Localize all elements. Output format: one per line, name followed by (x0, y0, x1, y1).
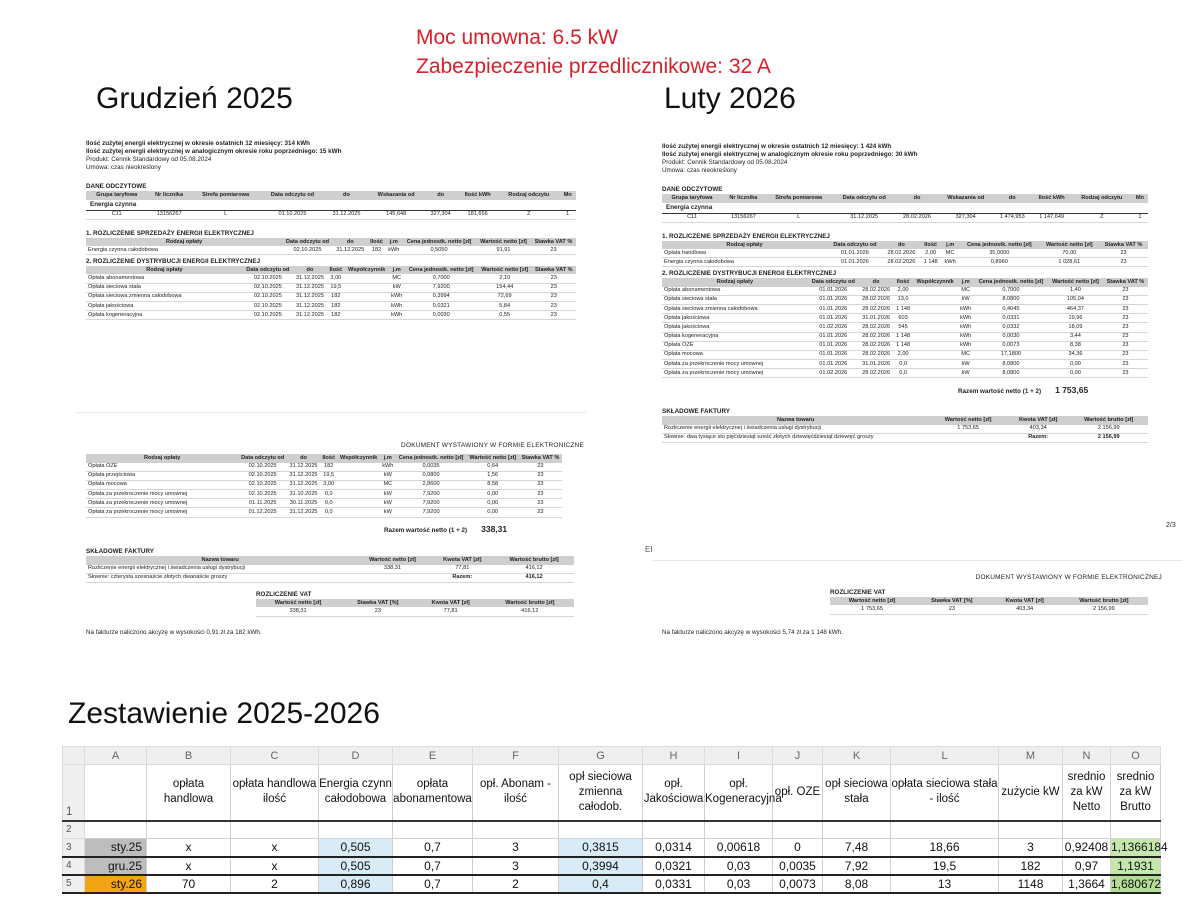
section-title: 2. ROZLICZENIE DYSTRYBUCJI ENERGII ELEKTRYCZNEJ (86, 258, 261, 266)
cell[interactable]: opł sieciowa stała (823, 765, 891, 821)
row-number[interactable]: 5 (63, 875, 85, 893)
page-break (652, 560, 1182, 561)
produkt: Produkt: Cennik Standardowy od 05.08.2024 (662, 158, 788, 166)
cell[interactable] (85, 821, 147, 839)
components-table: Nazwa towaru Wartość netto [zł] Kwota VAT [zł] Wartość brutto [zł] Rozliczenie energii elektrycznej i świadczenia usługi dystrybucji 1 753,65 403,34 2 156,99 Słownie: dwa tysiące sto pięćdziesiąt sześć złotych dziewięćdziesiąt dziewięć groszy Razem: 2 156,99 (662, 416, 1148, 443)
col-header[interactable]: B (147, 747, 231, 765)
col-header[interactable]: I (705, 747, 773, 765)
invoice-right (662, 143, 1148, 443)
cell[interactable]: 182 (999, 857, 1063, 875)
table-row: Opłata mocowa 01.01.2026 28.02.2026 2,00 MC 17,1800 34,36 23 (662, 350, 1148, 359)
distribution-table: Rodzaj opłaty Data odczytu od do Ilość Współczynnik j.m Cena jednostk. netto [zł] Wartość netto [zł] Stawka VAT % Opłata abonamentowa 02.10.2025 31.12.2025 3,00 MC 0,7000 2,10 23 Opłata sieciowa stała 02.10.2025 31.12.2025 19,5 kW 7,9200 154,44 23 Opłata sieciowa zmienna całodobowa 02.10.2025 31.12.2025 182 kWh 0,3994 72,69 23 Opłata jakościowa 02.10.2025 31.12.2025 182 kWh 0,0321 5,84 23 Opłata kogeneracyjna 02.10.2025 31.12.2025 182 kWh 0,0030 0,55 23 (86, 266, 576, 320)
cell[interactable]: 0,0035 (773, 857, 823, 875)
fuse-note: Zabezpieczenie przedlicznikowe: 32 A (416, 55, 771, 78)
section-title: ROZLICZENIE VAT (830, 589, 886, 597)
cell[interactable]: 0,03 (705, 875, 773, 893)
cell[interactable]: 0,7 (393, 839, 473, 857)
cell[interactable]: 0,97 (1063, 857, 1111, 875)
table-row: Opłata handlowa 01.01.2026 28.02.2026 2,00 MC 35,0000 70,00 23 (662, 249, 1148, 258)
cell[interactable]: 0,3815 (559, 839, 643, 857)
contract-power-note: Moc umowna: 6.5 kW (416, 26, 618, 49)
table-row: Opłata za przekroczenie mocy umownej 01.12.2025 31.12.2025 0,0 kW 7,9200 0,00 23 (86, 508, 562, 517)
cell[interactable]: 18,66 (891, 839, 999, 857)
section-title: SKŁADOWE FAKTURY (662, 408, 730, 416)
cell[interactable]: 0,00618 (705, 839, 773, 857)
table-row: Opłata OZE 02.10.2025 31.12.2025 182 kWh 0,0035 0,64 23 (86, 463, 562, 472)
net-total: Razem wartość netto (1 + 2) 1 753,65 (958, 385, 1089, 396)
cell[interactable]: 0,7 (393, 857, 473, 875)
th: Wskazania od (368, 191, 424, 199)
cell[interactable] (891, 821, 999, 839)
col-header[interactable]: F (473, 747, 559, 765)
table-row: Opłata za przekroczenie mocy umownej 01.02.2026 28.02.2026 0,0 kW 8,0800 0,00 23 (662, 369, 1148, 378)
cell[interactable]: 1148 (999, 875, 1063, 893)
data-row (63, 875, 1161, 893)
cell[interactable] (705, 821, 773, 839)
table-row: Opłata sieciowa zmienna całodobowa 02.10.2025 31.12.2025 182 kWh 0,3994 72,69 23 (86, 292, 576, 301)
cell[interactable] (393, 821, 473, 839)
cell[interactable]: 0 (773, 839, 823, 857)
cell[interactable]: 0,0321 (643, 857, 705, 875)
readings-row: C11 13156267 L 31.12.2025 28.02.2026 327,304 1 474,953 1 147,649 Z 1 (662, 213, 1148, 222)
cell[interactable]: 0,7 (393, 875, 473, 893)
cell[interactable]: 0,4 (559, 875, 643, 893)
table-row: 338,31 23 77,81 416,12 (256, 607, 574, 616)
th: Data odczytu od (260, 191, 324, 199)
net-total: Razem wartość netto (1 + 2) 338,31 (384, 523, 508, 534)
cell[interactable]: opł. Kogeneracyjna (705, 765, 773, 821)
title-right: Luty 2026 (664, 82, 796, 115)
col-header[interactable]: N (1063, 747, 1111, 765)
page-number: 2/3 (1166, 522, 1176, 529)
cell[interactable]: srednio za kW Netto (1063, 765, 1111, 821)
table-row: Opłata za przekroczenie mocy umownej 01.01.2026 31.01.2026 0,0 kW 8,0800 0,00 23 (662, 360, 1148, 369)
cell[interactable] (999, 821, 1063, 839)
summary-sheet (62, 746, 1168, 891)
col-header[interactable]: E (393, 747, 473, 765)
section-title: DANE ODCZYTOWE (662, 186, 723, 194)
cell[interactable]: 1,1366184 (1111, 839, 1161, 857)
th: do (424, 191, 457, 199)
table-row: Energia czynna całodobowa 02.10.2025 31.12.2025 182 kWh 0,5050 91,91 23 (86, 246, 576, 255)
cell[interactable]: opłata handlowa (147, 765, 231, 821)
page-break (76, 412, 586, 413)
empty-row (63, 821, 1161, 839)
cell[interactable] (1063, 821, 1111, 839)
invoice-left (86, 140, 576, 320)
intro-line: Ilość zużytej energii elektrycznej w analogicznym okresie roku poprzedniego: 15 kWh (86, 147, 342, 155)
intro-line: Ilość zużytej energii elektrycznej w okresie ostatnich 12 miesięcy: 1 424 kWh (662, 143, 892, 150)
energy-label: Energia czynna (662, 203, 1148, 213)
row-number[interactable]: 4 (63, 857, 85, 875)
col-header[interactable]: L (891, 747, 999, 765)
th: Rodzaj odczytu (498, 191, 559, 199)
table-row: Energia czynna całodobowa 01.01.2026 28.02.2026 1 148 kWh 0,8960 1 028,61 23 (662, 258, 1148, 267)
cell[interactable]: x (231, 839, 319, 857)
readings-row: C11 13156267 L 01.10.2025 31.12.2025 145,648 327,304 181,656 Z 1 (86, 210, 576, 219)
cell[interactable]: x (231, 857, 319, 875)
table-row: Rozliczenie energii elektrycznej i świadczenia usługi dystrybucji 338,31 77,81 416,12 (86, 565, 574, 574)
cell[interactable]: sty.25 (85, 839, 147, 857)
cell[interactable] (643, 821, 705, 839)
th: Strefa pomiarowa (191, 191, 260, 199)
cell[interactable]: opłata handlowa ilość (231, 765, 319, 821)
section-title: 2. ROZLICZENIE DYSTRYBUCJI ENERGII ELEKTRYCZNEJ (662, 270, 837, 278)
table-row: Opłata sieciowa stała 01.01.2026 28.02.2026 13,0 kW 8,0800 105,04 23 (662, 295, 1148, 304)
header-row (63, 765, 1161, 821)
data-row (63, 857, 1161, 875)
cell[interactable]: opłata sieciowa stała - ilość (891, 765, 999, 821)
excise-note: Na fakturze naliczono akcyzę w wysokości 0,91 zł za 182 kWh. (86, 628, 262, 636)
cell[interactable] (147, 821, 231, 839)
vat-table: Wartość netto [zł] Stawka VAT [%] Kwota VAT [zł] Wartość brutto [zł] 1 753,65 23 403,34 2 156,99 (830, 597, 1148, 615)
cell[interactable]: 2 (231, 875, 319, 893)
cell[interactable]: 1,680672 (1111, 876, 1162, 891)
umowa: Umowa: czas nieokreślony (86, 163, 161, 171)
excise-note: Na fakturze naliczono akcyzę w wysokości 5,74 zł za 1 148 kWh. (662, 628, 843, 636)
table-row: Opłata za przekroczenie mocy umownej 01.11.2025 30.11.2025 0,0 kW 7,9200 0,00 23 (86, 499, 562, 508)
distribution-table-2: Rodzaj opłaty Data odczytu od do Ilość Współczynnik j.m Cena jednostk. netto [zł] Wartość netto [zł] Stawka VAT % Opłata OZE 02.10.2025 31.12.2025 182 kWh 0,0035 0,64 23 Opłata przejściowa 02.10.2025 31.12.2025 19,5 kW 0,0800 1,56 23 Opłata mocowa 02.10.2025 31.12.2025 3,00 MC 2,8600 8,58 23 Opłata za przekroczenie mocy umownej 02.10.2025 31.10.2025 0,0 kW 7,9200 0,00 23 Opłata za przekroczenie mocy umownej 01.11.2025 30.11.2025 0,0 kW 7,9200 0,00 23 Opłata za przekroczenie mocy umownej 01.12.2025 31.12.2025 0,0 kW 7,9200 0,00 23 (86, 454, 562, 517)
vat-table: Wartość netto [zł] Stawka VAT [%] Kwota VAT [zł] Wartość brutto [zł] 338,31 23 77,81 416,12 (256, 599, 574, 617)
electronic-note: DOKUMENT WYSTAWIONY W FORMIE ELEKTRONICZNEJ (975, 574, 1162, 581)
th: do (325, 191, 369, 199)
cell[interactable]: 1,3664 (1063, 875, 1111, 893)
section-title: 1. ROZLICZENIE SPRZEDAŻY ENERGII ELEKTRYCZNEJ (86, 229, 254, 237)
cell[interactable] (231, 821, 319, 839)
col-header[interactable]: J (773, 747, 823, 765)
cell[interactable] (823, 821, 891, 839)
cell[interactable]: 70 (147, 875, 231, 893)
title-left: Grudzień 2025 (96, 82, 293, 115)
intro-line: Ilość zużytej energii elektrycznej w analogicznym okresie roku poprzedniego: 30 kWh (662, 150, 918, 158)
col-header[interactable]: O (1111, 747, 1161, 765)
cell[interactable] (319, 821, 393, 839)
cell[interactable]: 13 (891, 875, 999, 893)
cell[interactable]: srednio za kW Brutto (1111, 765, 1161, 821)
energy-label: Energia czynna (86, 200, 576, 210)
sales-table: Rodzaj opłaty Data odczytu od do Ilość j.m Cena jednostk. netto [zł] Wartość netto [zł] Stawka VAT % Opłata handlowa 01.01.2026 28.02.2026 2,00 MC 35,0000 70,00 23 Energia czynna całodobowa 01.01.2026 28.02.2026 1 148 kWh 0,8960 1 028,61 23 (662, 241, 1148, 268)
cell[interactable]: 8,08 (823, 875, 891, 893)
cell[interactable]: gru.25 (85, 857, 147, 875)
cell[interactable]: sty.26 (85, 875, 147, 893)
cell[interactable]: 0,92408 (1063, 839, 1111, 857)
cell[interactable]: 3 (999, 839, 1063, 857)
col-header[interactable]: G (559, 747, 643, 765)
table-row: Opłata kogeneracyjna 02.10.2025 31.12.2025 182 kWh 0,0030 0,55 23 (86, 311, 576, 320)
col-header[interactable]: M (999, 747, 1063, 765)
cell[interactable]: 3 (473, 857, 559, 875)
cell[interactable]: 0,0331 (643, 875, 705, 893)
cell[interactable]: opł sieciowa zmienna całodob. (559, 765, 643, 821)
cell[interactable]: 7,92 (823, 857, 891, 875)
table-row: Opłata za przekroczenie mocy umownej 02.10.2025 31.10.2025 0,0 kW 7,9200 0,00 23 (86, 490, 562, 499)
th: Ilość kWh (457, 191, 498, 199)
cell[interactable]: 7,48 (823, 839, 891, 857)
summary-title: Zestawienie 2025-2026 (68, 697, 380, 730)
cell[interactable]: opł. Jakościowa (643, 765, 705, 821)
table-row: Opłata OZE 01.01.2026 28.02.2026 1 148 kWh 0,0073 8,38 23 (662, 341, 1148, 350)
col-header[interactable]: C (231, 747, 319, 765)
section-title: SKŁADOWE FAKTURY (86, 548, 154, 556)
table-row: Opłata kogeneracyjna 01.01.2026 28.02.2026 1 148 kWh 0,0030 3,44 23 (662, 332, 1148, 341)
th: Mn (559, 191, 576, 199)
table-row: Rozliczenie energii elektrycznej i świadczenia usługi dystrybucji 1 753,65 403,34 2 156,99 (662, 425, 1148, 434)
cell[interactable]: opł. OZE (773, 765, 823, 821)
table-row: Słownie: czterysta szesnaście złotych dwanaście groszy Razem: 416,12 (86, 573, 574, 582)
cell[interactable] (773, 821, 823, 839)
table-row: Opłata jakościowa 01.02.2026 28.02.2026 545 kWh 0,0332 18,09 23 (662, 323, 1148, 332)
cell[interactable]: Energia czynn całodobowa (319, 765, 393, 821)
cell[interactable]: 0,0314 (643, 839, 705, 857)
produkt: Produkt: Cennik Standardowy od 05.08.2024 (86, 155, 212, 163)
distribution-table: Rodzaj opłaty Data odczytu od do Ilość Współczynnik j.m Cena jednostk. netto [zł] Wartość netto [zł] Stawka VAT % Opłata abonamentowa 01.01.2026 28.02.2026 2,00 MC 0,7000 1,40 23 Opłata sieciowa stała 01.01.2026 28.02.2026 13,0 kW 8,0800 105,04 23 Opłata sieciowa zmienna całodobowa 01.01.2026 28.02.2026 1 148 kWh 0,4045 464,37 23 Opłata jakościowa 01.01.2026 31.01.2026 603 kWh 0,0331 19,96 23 Opłata jakościowa 01.02.2026 28.02.2026 545 kWh 0,0332 18,09 23 Opłata kogeneracyjna 01.01.2026 28.02.2026 1 148 kWh 0,0030 3,44 23 Opłata OZE 01.01.2026 28.02.2026 1 148 kWh 0,0073 8,38 23 Opłata mocowa 01.01.2026 28.02.2026 2,00 MC 17,1800 34,36 23 Opłata za przekroczenie mocy umownej 01.01.2026 31.01.2026 0,0 kW 8,0800 0,00 23 Opłata za przekroczenie mocy umownej 01.02.2026 28.02.2026 0,0 kW 8,0800 0,00 23 (662, 278, 1148, 378)
row-number[interactable]: 1 (63, 765, 85, 821)
cell[interactable]: 1,1931 (1111, 857, 1161, 875)
section-title: ROZLICZENIE VAT (256, 591, 312, 599)
cell[interactable]: x (147, 857, 231, 875)
umowa: Umowa: czas nieokreślony (662, 166, 737, 174)
table-row: Opłata jakościowa 02.10.2025 31.12.2025 182 kWh 0,0321 5,84 23 (86, 302, 576, 311)
cell[interactable] (473, 821, 559, 839)
cell[interactable] (85, 765, 147, 821)
section-title: 1. ROZLICZENIE SPRZEDAŻY ENERGII ELEKTRYCZNEJ (662, 232, 830, 240)
readings-table (86, 191, 576, 219)
col-header[interactable]: D (319, 747, 393, 765)
cell[interactable]: 0,03 (705, 857, 773, 875)
invoice-right-page2 (662, 574, 1162, 636)
th: Nr licznika (147, 191, 191, 199)
cell[interactable]: 19,5 (891, 857, 999, 875)
cell[interactable]: 2 (473, 875, 559, 893)
table-row: 1 753,65 23 403,34 2 156,99 (830, 605, 1148, 614)
cell[interactable] (1111, 821, 1161, 839)
cell[interactable]: 0,0073 (773, 875, 823, 893)
page-mark: EI (645, 545, 653, 554)
cell[interactable]: 0,505 (319, 857, 393, 875)
column-header-row (63, 747, 1161, 765)
row-number[interactable]: 2 (63, 821, 85, 839)
cell[interactable]: opł. Abonam - ilość (473, 765, 559, 821)
cell[interactable] (559, 821, 643, 839)
cell[interactable]: opłata abonamentowa (393, 765, 473, 821)
col-header[interactable]: H (643, 747, 705, 765)
cell[interactable]: 0,3994 (559, 857, 643, 875)
readings-table: Grupa taryfowa Nr licznika Strefa pomiarowa Data odczytu od do Wskazania od do Ilość kWh Rodzaj odczytu Mn Energia czynna C11 13156267 L 31.12.2025 28.02.2026 327,304 1 474,953 1 147,649 Z 1 (662, 194, 1148, 222)
corner-cell[interactable] (63, 747, 85, 765)
table-row: Opłata przejściowa 02.10.2025 31.12.2025 19,5 kW 0,0800 1,56 23 (86, 471, 562, 480)
intro-line: Ilość zużytej energii elektrycznej w okresie ostatnich 12 miesięcy: 314 kWh (86, 140, 310, 147)
col-header[interactable]: K (823, 747, 891, 765)
cell[interactable]: 0,896 (319, 875, 393, 893)
col-header[interactable]: A (85, 747, 147, 765)
cell[interactable]: zużycie kW (999, 765, 1063, 821)
data-row (63, 839, 1161, 857)
table-row: Opłata jakościowa 01.01.2026 31.01.2026 603 kWh 0,0331 19,96 23 (662, 314, 1148, 323)
section-title: DANE ODCZYTOWE (86, 183, 147, 191)
table-row: Słownie: dwa tysiące sto pięćdziesiąt sześć złotych dziewięćdziesiąt dziewięć groszy Razem: 2 156,99 (662, 433, 1148, 442)
row-number[interactable]: 3 (63, 839, 85, 857)
electronic-note: DOKUMENT WYSTAWIONY W FORMIE ELEKTRONICZNE (401, 442, 584, 449)
table-row: Opłata mocowa 02.10.2025 31.12.2025 3,00 MC 2,8600 8,58 23 (86, 480, 562, 489)
cell[interactable]: 3 (473, 839, 559, 857)
sales-table: Rodzaj opłaty Data odczytu od do Ilość j.m Cena jednostk. netto [zł] Wartość netto [zł] Stawka VAT % Energia czynna całodobowa 02.10.2025 31.12.2025 182 kWh 0,5050 91,91 23 (86, 238, 576, 256)
invoice-left-page2 (86, 442, 584, 636)
cell[interactable]: 0,505 (319, 839, 393, 857)
components-table: Nazwa towaru Wartość netto [zł] Kwota VAT [zł] Wartość brutto [zł] Rozliczenie energii elektrycznej i świadczenia usługi dystrybucji 338,31 77,81 416,12 Słownie: czterysta szesnaście złotych dwanaście groszy Razem: 416,12 (86, 556, 574, 583)
table-row: Opłata abonamentowa 01.01.2026 28.02.2026 2,00 MC 0,7000 1,40 23 (662, 287, 1148, 296)
th: Grupa taryfowa (86, 191, 147, 199)
table-row: Opłata sieciowa zmienna całodobowa 01.01.2026 28.02.2026 1 148 kWh 0,4045 464,37 23 (662, 305, 1148, 314)
table-row: Opłata abonamentowa 02.10.2025 31.12.2025 3,00 MC 0,7000 2,10 23 (86, 274, 576, 283)
cell[interactable]: x (147, 839, 231, 857)
table-row: Opłata sieciowa stała 02.10.2025 31.12.2025 19,5 kW 7,9200 154,44 23 (86, 283, 576, 292)
